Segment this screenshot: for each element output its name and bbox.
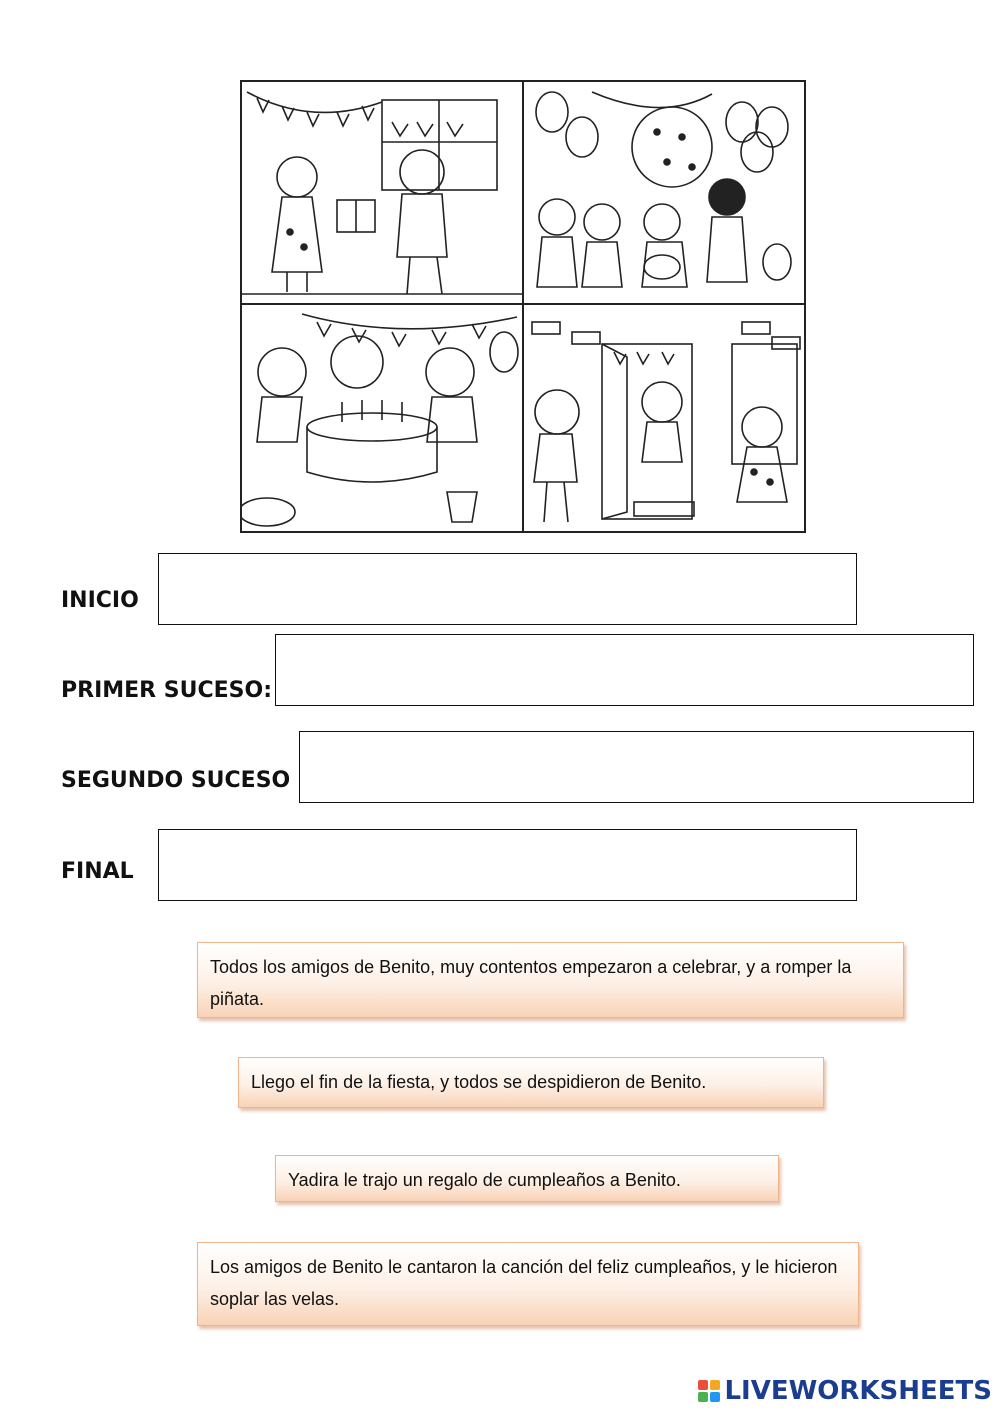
sentence-card-end[interactable]: Llego el fin de la fiesta, y todos se despidieron de Benito. [238,1057,824,1108]
segundo-suceso-answer-box[interactable] [299,731,974,803]
sentence-card-cake[interactable]: Los amigos de Benito le cantaron la canción del feliz cumpleaños, y le hicieron soplar las velas. [197,1242,859,1326]
final-answer-box[interactable] [158,829,857,901]
inicio-label: INICIO [61,588,139,613]
sentence-card-gift[interactable]: Yadira le trajo un regalo de cumpleaños a Benito. [275,1155,779,1202]
primer-suceso-label: PRIMER SUCESO: [61,678,272,703]
pinata-panel [536,92,791,287]
goodbye-panel [532,322,800,522]
primer-suceso-answer-box[interactable] [275,634,974,706]
brand-name: LIVEWORKSHEETS [724,1376,992,1406]
story-illustration [240,80,806,533]
liveworksheets-logo [698,1375,992,1407]
gift-panel [242,92,523,294]
final-label: FINAL [61,859,134,884]
sentence-card-pinata[interactable]: Todos los amigos de Benito, muy contentos empezaron a celebrar, y a romper la piñata. [197,942,904,1018]
brand-squares-icon [698,1380,720,1402]
cake-panel [242,314,518,526]
inicio-answer-box[interactable] [158,553,857,625]
segundo-suceso-label: SEGUNDO SUCESO [61,768,291,793]
